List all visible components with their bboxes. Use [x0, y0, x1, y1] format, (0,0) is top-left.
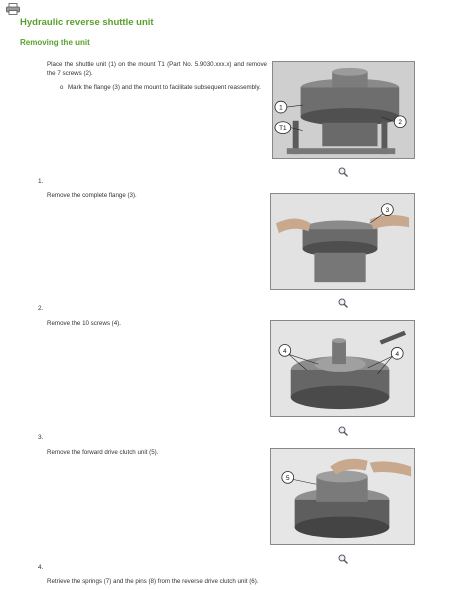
figure-remove-clutch-unit	[270, 448, 415, 545]
figure-shuttle-unit-on-mount	[272, 61, 415, 159]
magnifier-icon[interactable]	[338, 551, 348, 561]
step-1-number: 1.	[38, 178, 44, 185]
step-4-text: Retrieve the springs (7) and the pins (8) from the reverse drive clutch unit (6).	[47, 578, 259, 585]
figure2-label-3: 3	[385, 207, 390, 215]
figure1-label-t1: T1	[279, 125, 287, 133]
print-icon[interactable]	[6, 2, 20, 14]
intro-bullet-text: Mark the flange (3) and the mount to facilitate subsequent reassembly.	[68, 84, 261, 91]
section-title: Removing the unit	[20, 38, 90, 47]
step-4-number: 4.	[38, 564, 44, 571]
step-1-text: Remove the complete flange (3).	[47, 192, 137, 199]
intro-paragraph: Place the shuttle unit (1) on the mount T1 (Part No. 5.9030.xxx.x) and remove the 7 screws (2).	[47, 61, 267, 77]
figure1-label-2: 2	[398, 119, 402, 127]
page-title: Hydraulic reverse shuttle unit	[20, 17, 154, 28]
step-2-text: Remove the 10 screws (4).	[47, 320, 121, 327]
figure3-label-4b: 4	[395, 350, 400, 358]
step-2-number: 2.	[38, 305, 44, 312]
figure1-label-1: 1	[279, 104, 283, 112]
magnifier-icon[interactable]	[338, 423, 348, 433]
figure3-label-4a: 4	[283, 347, 287, 355]
magnifier-icon[interactable]	[338, 295, 348, 305]
step-3-number: 3.	[38, 434, 44, 441]
figure-remove-screws	[270, 320, 415, 417]
magnifier-icon[interactable]	[338, 164, 348, 174]
figure4-label-5: 5	[285, 474, 290, 482]
figure-remove-flange	[270, 193, 415, 290]
step-3-text: Remove the forward drive clutch unit (5).	[47, 449, 159, 456]
bullet-icon: o	[60, 85, 64, 91]
